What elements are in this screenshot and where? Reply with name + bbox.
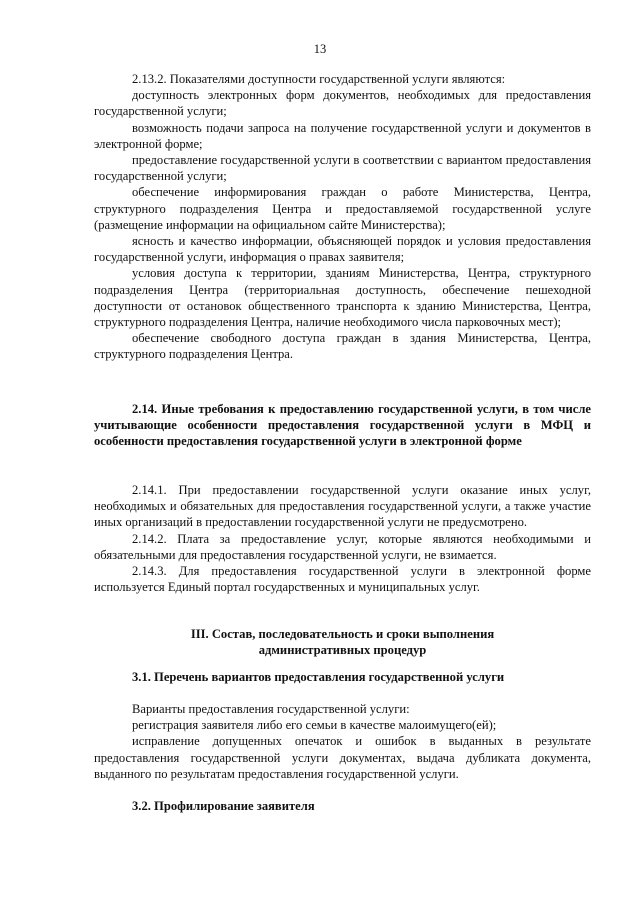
list-item: условия доступа к территории, зданиям Министерства, Центра, структурного подразделения Центра (территориальная доступность, обеспечение пешеходной доступности от остановок общественного транспорта к зданию Министерства, Центра, структурного подразделения Центра, наличие необходимого числа парковочных мест); xyxy=(94,266,591,330)
section-3-2-heading: 3.2. Профилирование заявителя xyxy=(132,799,315,813)
section-3-heading xyxy=(94,626,591,658)
list-item: обеспечение информирования граждан о работе Министерства, Центра, структурного подразделения Центра и предоставляемой государственной услуге (размещение информации на официальном сайте Министерства); xyxy=(94,185,591,232)
section-2-14-heading: 2.14. Иные требования к предоставлению государственной услуги, в том числе учитывающие особенности предоставления государственной услуги в МФЦ и особенности предоставления государственной услуги в электронной форме xyxy=(94,402,591,449)
list-item: возможность подачи запроса на получение государственной услуги и документов в электронной форме; xyxy=(94,120,591,151)
section-3-1-heading-block xyxy=(94,669,591,685)
list-item: исправление допущенных опечаток и ошибок в выданных в результате предоставления государственной услуги документах, выдача дубликата документа, выданного по результатам предоставления государственной услуги. xyxy=(94,734,591,781)
paragraph: 2.14.3. Для предоставления государственной услуги в электронной форме используется Единый портал государственных и муниципальных услуг. xyxy=(94,564,591,595)
page-number: 13 xyxy=(313,42,327,56)
list-item: обеспечение свободного доступа граждан в здания Министерства, Центра, структурного подразделения Центра. xyxy=(94,331,591,362)
section-3-1-body xyxy=(94,701,591,782)
section-2-14-body xyxy=(94,482,591,595)
section-3-2-heading-block xyxy=(94,798,591,814)
list-item: ясность и качество информации, объясняющей порядок и условия предоставления государственной услуги, информация о правах заявителя; xyxy=(94,234,591,265)
paragraph: 2.14.2. Плата за предоставление услуг, которые являются необходимыми и обязательными для предоставления государственной услуги, не взимается. xyxy=(94,531,591,562)
section-2-13-intro: 2.13.2. Показателями доступности государственной услуги являются: xyxy=(132,72,506,86)
section-3-1-intro: Варианты предоставления государственной услуги: xyxy=(132,702,410,716)
section-3-1-heading: 3.1. Перечень вариантов предоставления государственной услуги xyxy=(132,670,505,684)
section-2-14 xyxy=(94,401,591,450)
list-item: доступность электронных форм документов, необходимых для предоставления государственной услуги; xyxy=(94,88,591,119)
section-3-heading-line1: III. Состав, последовательность и сроки выполнения xyxy=(190,627,495,641)
list-item: регистрация заявителя либо его семьи в качестве малоимущего(ей); xyxy=(132,718,497,733)
list-item: предоставление государственной услуги в соответствии с вариантом предоставления государственной услуги; xyxy=(94,153,591,184)
section-2-13 xyxy=(94,71,591,363)
section-3-heading-line2: административных процедур xyxy=(258,643,427,658)
paragraph: 2.14.1. При предоставлении государственной услуги оказание иных услуг, необходимых и обязательных для предоставления государственной услуги, а также участие иных организаций в предоставлении государственной услуги не предусмотрено. xyxy=(94,483,591,530)
